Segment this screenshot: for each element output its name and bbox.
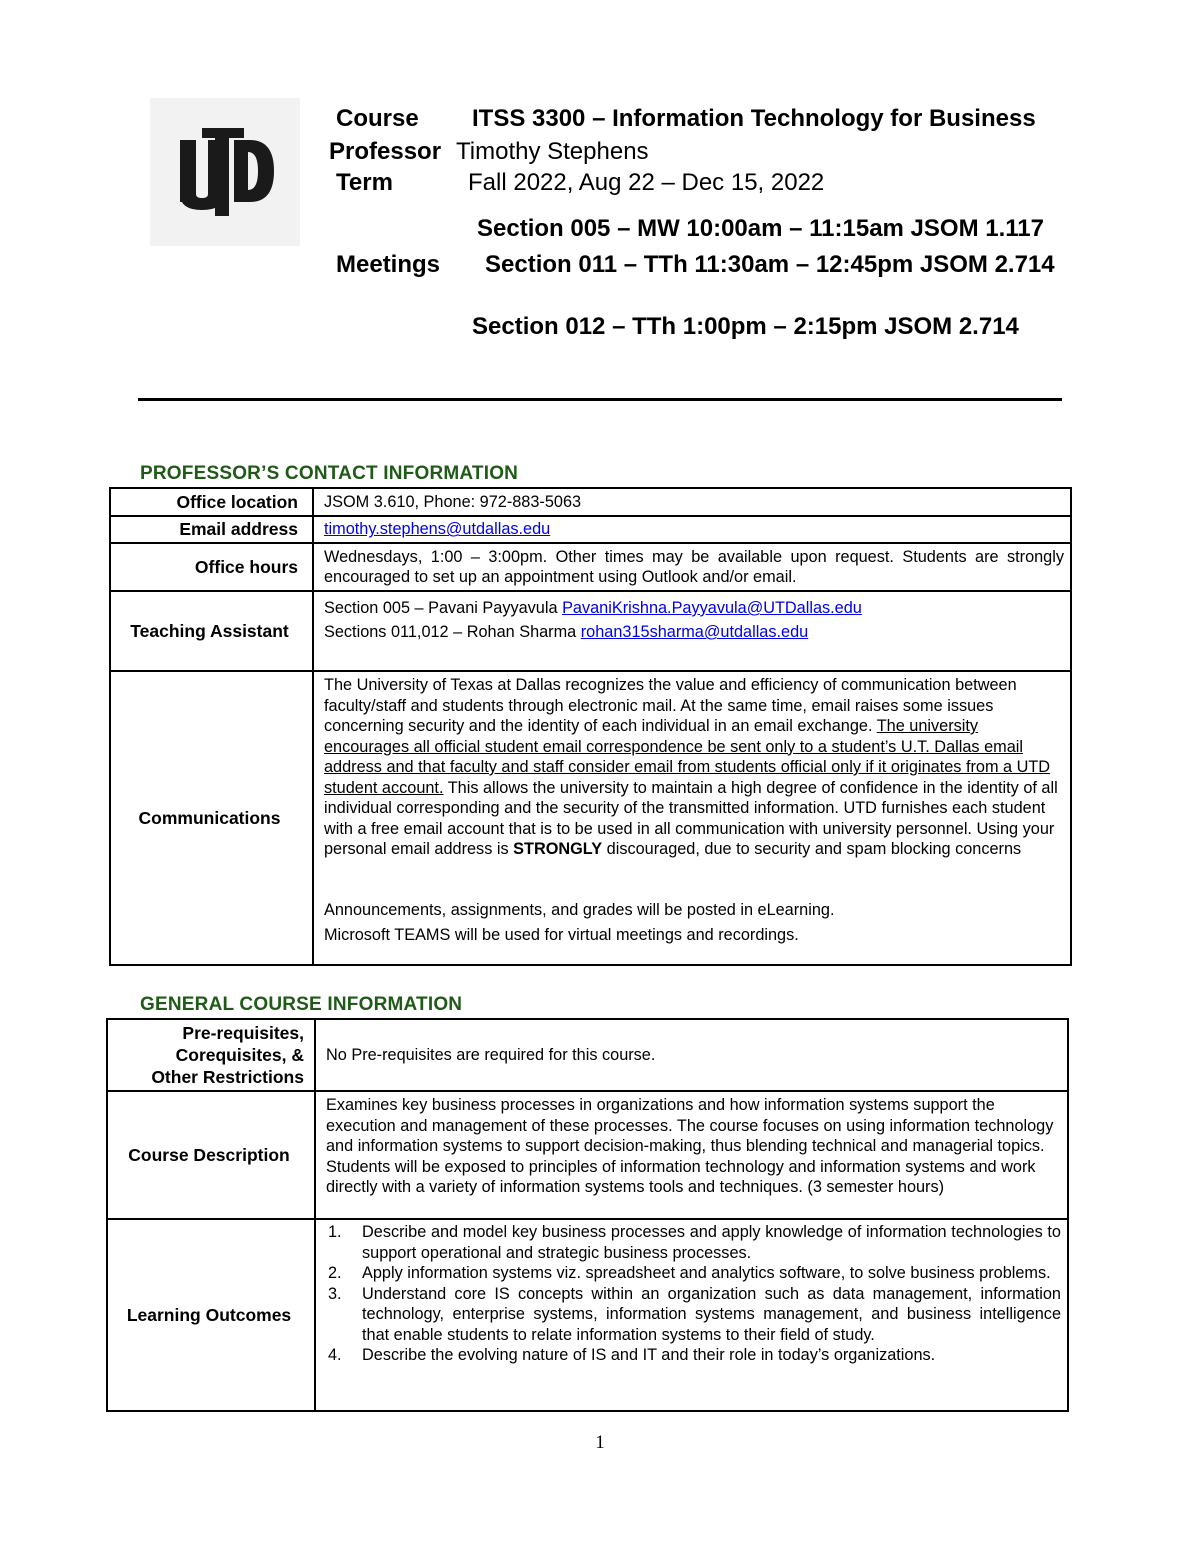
header-divider [138,398,1062,401]
table-row [110,516,1071,543]
course-label: Course [336,105,419,132]
communications-label: Communications [110,671,313,965]
outcome-text: Describe and model key business processes and apply knowledge of information technologies to support operational and strategic business processes. [362,1223,1061,1262]
comm-announcements: Announcements, assignments, and grades will be posted in eLearning. [324,900,835,919]
comm-paragraph-3: discouraged, due to security and spam blocking concerns [606,840,1022,858]
table-row [110,671,1071,965]
email-label: Email address [110,516,313,543]
prereq-value: No Pre-requisites are required for this course. [315,1019,1068,1091]
outcome-number: 2. [328,1264,342,1282]
ta-1-email-link[interactable]: PavaniKrishna.Payyavula@UTDallas.edu [562,599,862,617]
course-description-value: Examines key business processes in organizations and how information systems support the execution and management of these processes. The course focuses on using information technology and information systems to support decision-making, thus blending technical and managerial topics. Students will be exposed to principles of information technology and information systems and work directly with a variety of information systems tools and techniques. (3 semester hours) [315,1091,1068,1219]
outcome-text: Apply information systems viz. spreadsheet and analytics software, to solve business problems. [362,1264,1051,1282]
page-number: 1 [595,1432,605,1453]
meeting-section-012: Section 012 – TTh 1:00pm – 2:15pm JSOM 2.714 [472,313,1019,340]
meeting-section-005: Section 005 – MW 10:00am – 11:15am JSOM 1.117 [477,215,1044,242]
ta-label: Teaching Assistant [110,591,313,671]
contact-table [109,487,1072,966]
office-location-label: Office location [110,488,313,516]
communications-value [313,671,1071,965]
prereq-label-line-2: Corequisites, & [175,1045,304,1065]
course-title: ITSS 3300 – Information Technology for Business [472,105,1036,132]
utd-logo [150,98,300,246]
outcome-number: 1. [328,1223,342,1241]
office-hours-label: Office hours [110,543,313,591]
list-item [326,1222,1061,1263]
comm-paragraph-2: This allows the university to maintain a high degree of confidence in the identity of all individual corresponding and the security of the transmitted information. UTD furnishes each student with a free email account that is to be used in all communication with university personnel. Using your personal email address is [324,778,1058,858]
general-section-title: GENERAL COURSE INFORMATION [140,994,463,1015]
professor-label: Professor [329,138,442,165]
course-description-label: Course Description [107,1091,315,1219]
table-row [107,1019,1068,1091]
contact-section-title: PROFESSOR’S CONTACT INFORMATION [140,463,519,484]
outcome-number: 4. [328,1346,342,1364]
office-hours-value: Wednesdays, 1:00 – 3:00pm. Other times may be available upon request. Students are strongly encouraged to set up an appointment using Outlook and/or email. [313,543,1071,591]
utd-logo-mark [150,98,300,246]
outcome-text: Describe the evolving nature of IS and IT and their role in today’s organizations. [362,1346,936,1364]
prereq-label-line-3: Other Restrictions [151,1067,304,1087]
table-row [110,543,1071,591]
prereq-label-line-1: Pre-requisites, [182,1023,304,1043]
list-item [326,1345,1061,1366]
learning-outcomes-list [326,1222,1061,1366]
professor-email-link[interactable]: timothy.stephens@utdallas.edu [324,520,551,539]
term-label: Term [336,169,393,196]
office-location-value: JSOM 3.610, Phone: 972-883-5063 [313,488,1071,516]
general-table [106,1018,1069,1412]
table-row [110,488,1071,516]
meeting-section-011: Section 011 – TTh 11:30am – 12:45pm JSOM 2.714 [485,251,1055,278]
list-item [326,1263,1061,1284]
ta-2-text: Sections 011,012 – Rohan Sharma [324,623,577,641]
professor-name: Timothy Stephens [456,138,649,165]
term-value: Fall 2022, Aug 22 – Dec 15, 2022 [468,169,825,196]
outcome-number: 3. [328,1284,342,1303]
comm-policy-underlined: The university encourages all official student email correspondence be sent only to a student’s U.T. Dallas email address and that faculty and staff consider email from students official only if it originates from a UTD student account. [324,717,1051,797]
outcome-text: Understand core IS concepts within an organization such as data management, information technology, enterprise systems, information systems management, and business intelligence that enable students to relate information systems to their field of study. [362,1284,1061,1344]
prereq-label [107,1019,315,1091]
comm-strongly: STRONGLY [513,840,603,858]
ta-value [313,591,1071,671]
table-row [110,591,1071,671]
learning-outcomes-label: Learning Outcomes [107,1219,315,1411]
comm-teams: Microsoft TEAMS will be used for virtual meetings and recordings. [324,925,799,944]
meetings-label: Meetings [336,251,441,278]
ta-2-email-link[interactable]: rohan315sharma@utdallas.edu [580,623,809,641]
table-row [107,1091,1068,1219]
table-row [107,1219,1068,1411]
list-item [326,1284,1061,1346]
comm-paragraph-1: The University of Texas at Dallas recognizes the value and efficiency of communication between faculty/staff and students through electronic mail. At the same time, email raises some issues concerning security and the identity of each individual in an email exchange. [324,676,1017,735]
learning-outcomes-value [315,1219,1068,1411]
ta-1-text: Section 005 – Pavani Payyavula [324,599,558,617]
